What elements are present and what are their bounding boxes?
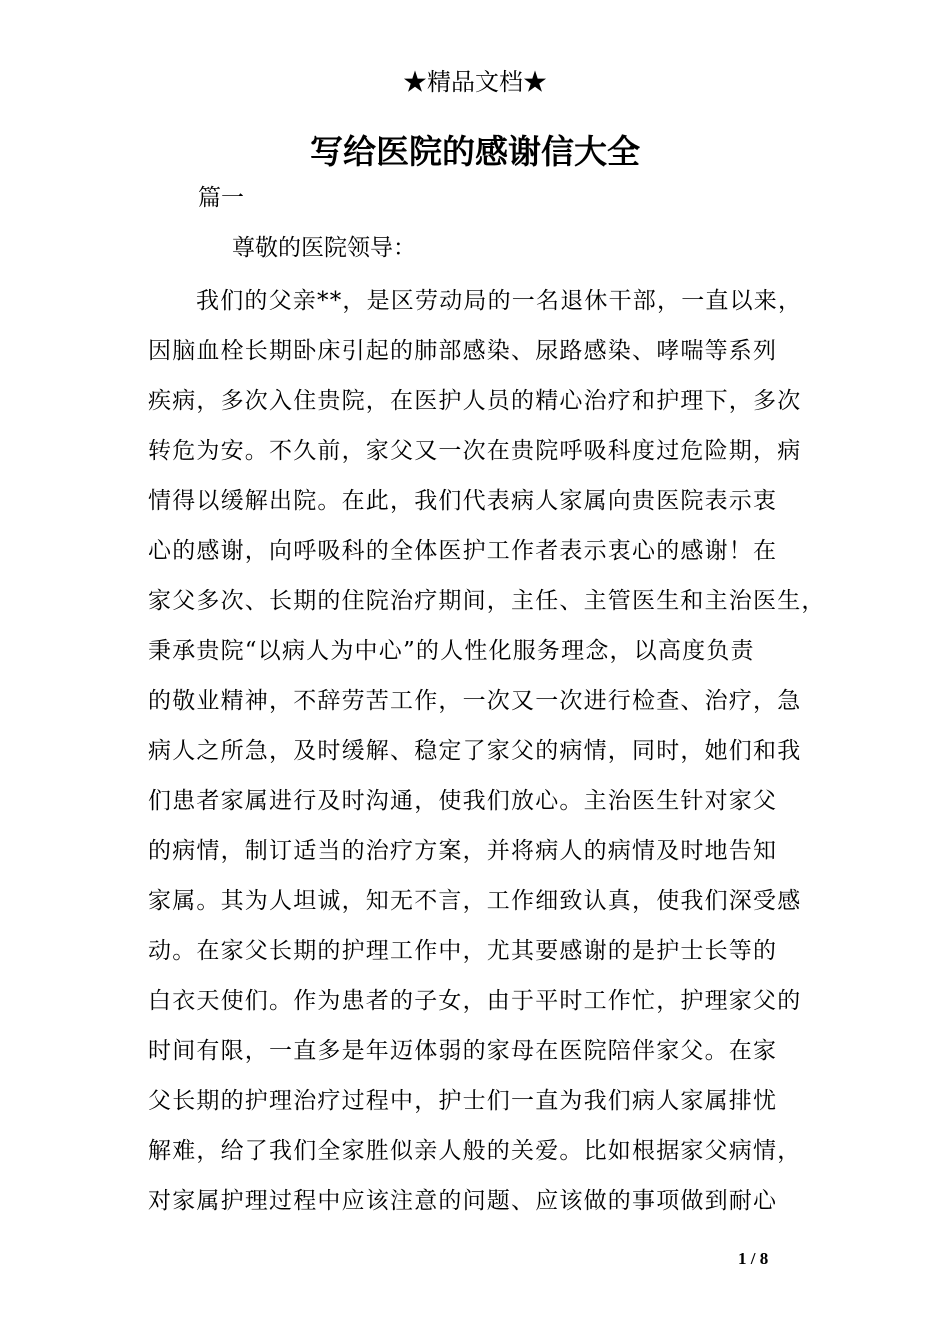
body-text-line: 们患者家属进行及时沟通，使我们放心。主治医生针对家父 — [148, 788, 778, 814]
body-text-line: 白衣天使们。作为患者的子女，由于平时工作忙，护理家父的 — [148, 988, 802, 1014]
letter-body — [148, 281, 826, 1231]
section-label: 篇一 — [198, 185, 244, 211]
document-header: ★精品文档★ — [403, 68, 547, 96]
body-text-line: 时间有限，一直多是年迈体弱的家母在医院陪伴家父。在家 — [148, 1038, 778, 1064]
body-text-line: 情得以缓解出院。在此，我们代表病人家属向贵医院表示衷 — [148, 488, 778, 514]
body-text-line: 家父多次、长期的住院治疗期间，主任、主管医生和主治医生， — [148, 588, 826, 614]
letter-salutation: 尊敬的医院领导： — [232, 235, 416, 261]
body-text-line: 因脑血栓长期卧床引起的肺部感染、尿路感染、哮喘等系列 — [148, 338, 778, 364]
body-text-line: 家属。其为人坦诚，知无不言，工作细致认真，使我们深受感 — [148, 888, 802, 914]
body-text-line: 的敬业精神，不辞劳苦工作，一次又一次进行检查、治疗，急 — [148, 688, 802, 714]
body-text-line: 动。在家父长期的护理工作中，尤其要感谢的是护士长等的 — [148, 938, 778, 964]
body-text-line: 病人之所急，及时缓解、稳定了家父的病情，同时，她们和我 — [148, 738, 802, 764]
page-title: 写给医院的感谢信大全 — [310, 132, 640, 171]
body-text-line: 我们的父亲**，是区劳动局的一名退休干部，一直以来， — [196, 288, 803, 314]
body-text-line: 转危为安。不久前，家父又一次在贵院呼吸科度过危险期，病 — [148, 438, 802, 464]
body-text-line: 心的感谢，向呼吸科的全体医护工作者表示衷心的感谢！在 — [148, 538, 778, 564]
page-number: 1 / 8 — [738, 1249, 769, 1268]
body-text-line: 秉承贵院“以病人为中心”的人性化服务理念，以高度负责 — [148, 638, 755, 664]
body-text-line: 对家属护理过程中应该注意的问题、应该做的事项做到耐心 — [148, 1188, 778, 1214]
body-text-line: 父长期的护理治疗过程中，护士们一直为我们病人家属排忧 — [148, 1088, 778, 1114]
body-text-line: 疾病，多次入住贵院，在医护人员的精心治疗和护理下，多次 — [148, 388, 802, 414]
body-text-line: 的病情，制订适当的治疗方案，并将病人的病情及时地告知 — [148, 838, 778, 864]
body-text-line: 解难，给了我们全家胜似亲人般的关爱。比如根据家父病情， — [148, 1138, 802, 1164]
